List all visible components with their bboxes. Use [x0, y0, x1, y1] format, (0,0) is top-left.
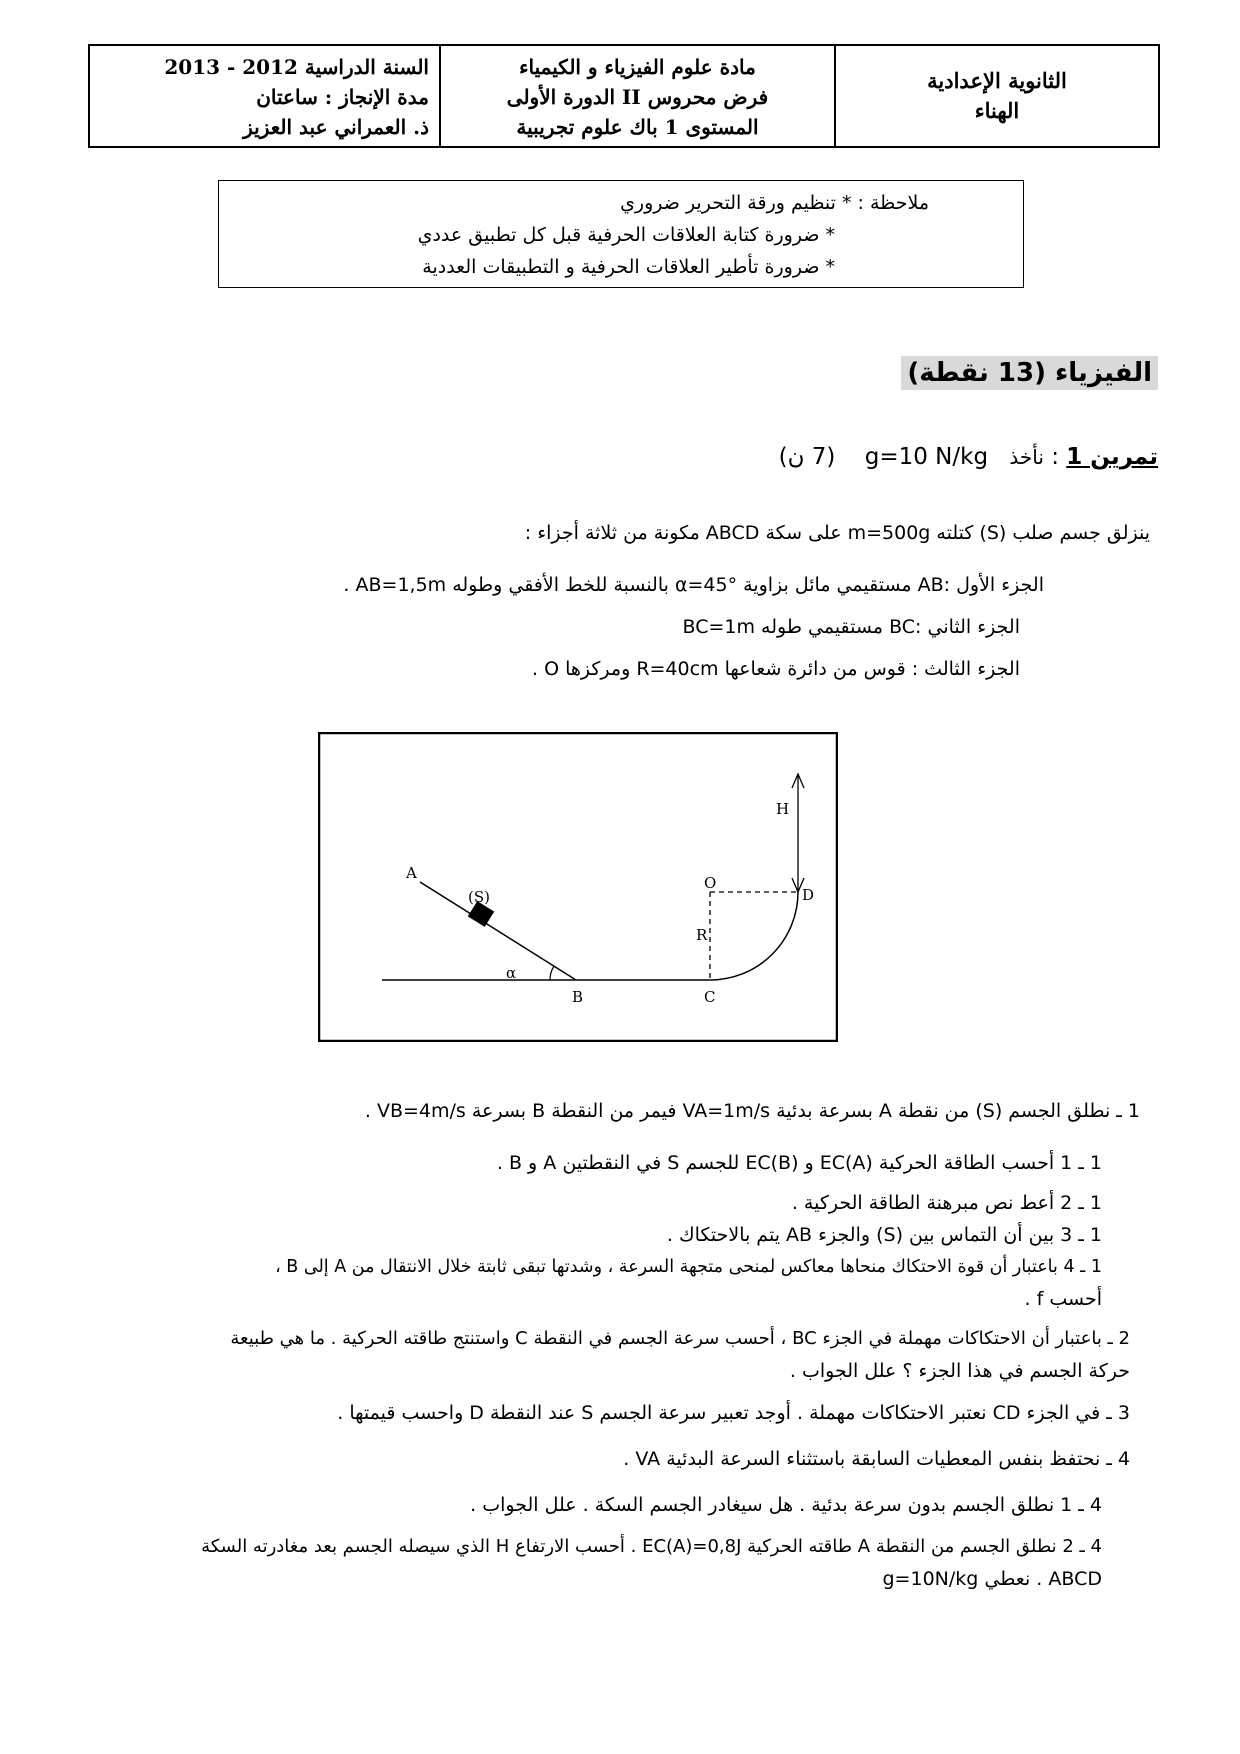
year-line: ذ. العمراني عبد العزيز: [243, 115, 429, 139]
year-line: مدة الإنجاز : ساعتان: [256, 85, 429, 109]
note-line: ملاحظة : * تنظيم ورقة التحرير ضروري: [620, 192, 929, 214]
school-line: الهناء: [974, 98, 1020, 123]
track-figure: [318, 732, 838, 1042]
question-line: 1 ـ 3 بين أن التماس بين (S) والجزء AB يتم بالاحتكاك .: [666, 1224, 1102, 1246]
question-line: 3 ـ في الجزء CD نعتبر الاحتكاكات مهملة . أوجد تعبير سرعة الجسم S عند النقطة D واحسب قيمتها .: [337, 1402, 1130, 1424]
question-line: 1 ـ نطلق الجسم (S) من نقطة A بسرعة بدئية VA=1m/s فيمر من النقطة B بسرعة VB=4m/s .: [364, 1100, 1140, 1122]
track-cd: [710, 892, 798, 980]
note-line: * ضرورة كتابة العلاقات الحرفية قبل كل تطبيق عددي: [417, 224, 835, 246]
note-line: * ضرورة تأطير العلاقات الحرفية و التطبيقات العددية: [422, 256, 835, 278]
school-cell: [836, 46, 1158, 146]
question-line: 1 ـ 1 أحسب الطاقة الحركية EC(A) و EC(B) للجسم S في النقطتين A و B .: [496, 1152, 1102, 1174]
question-line: أحسب f .: [1024, 1288, 1102, 1310]
subject-line: فرض محروس II الدورة الأولى: [506, 85, 769, 109]
exercise-title: تمرين 1: [1066, 444, 1158, 470]
question-line: 1 ـ 4 باعتبار أن قوة الاحتكاك منحاها معاكس لمنحى متجهة السرعة ، وشدتها تبقى ثابتة خلال الانتقال من A إلى B ،: [275, 1257, 1102, 1277]
part-line: الجزء الأول :AB مستقيمي مائل بزاوية α=45° بالنسبة للخط الأفقي وطوله AB=1,5m .: [343, 574, 1044, 596]
question-line: 4 ـ نحتفظ بنفس المعطيات السابقة باستثناء السرعة البدئية VA .: [623, 1448, 1130, 1470]
label-s: (S): [468, 888, 490, 906]
question-line: ABCD . نعطي g=10N/kg: [882, 1568, 1102, 1590]
label-d: D: [802, 886, 815, 904]
label-h: H: [776, 800, 790, 818]
header-table: [88, 44, 1160, 148]
label-a: A: [406, 864, 417, 882]
subject-line: المستوى 1 باك علوم تجريبية: [516, 115, 759, 139]
alpha-arc: [550, 966, 554, 980]
subject-line: مادة علوم الفيزياء و الكيمياء: [519, 55, 756, 79]
note-box: [218, 180, 1024, 288]
year-cell: [90, 46, 443, 146]
section-title: الفيزياء (13 نقطة): [901, 356, 1158, 390]
exercise-header: [779, 444, 1158, 470]
question-line: حركة الجسم في هذا الجزء ؟ علل الجواب .: [789, 1360, 1130, 1382]
question-line: 4 ـ 2 نطلق الجسم من النقطة A طاقته الحركية EC(A)=0,8J . أحسب الارتفاع H الذي سيصله الجسم بعد مغادرته السكة: [201, 1536, 1102, 1557]
exercise-g: g=10 N/kg: [864, 444, 989, 470]
exercise-points: (7 ن): [778, 444, 836, 470]
exercise-take: نأخذ: [1009, 445, 1044, 469]
label-o: O: [704, 874, 717, 892]
question-line: 2 ـ باعتبار أن الاحتكاكات مهملة في الجزء BC ، أحسب سرعة الجسم في النقطة C واستنتج طاقته الحركية . ما هي طبيعة: [230, 1328, 1130, 1349]
intro-text: ينزلق جسم صلب (S) كتلته m=500g على سكة ABCD مكونة من ثلاثة أجزاء :: [524, 522, 1150, 544]
subject-cell: [439, 46, 836, 146]
part-line: الجزء الثاني :BC مستقيمي طوله BC=1m: [682, 616, 1020, 638]
exercise-sep: :: [1043, 444, 1067, 470]
year-line: السنة الدراسية 2012 - 2013: [164, 55, 429, 79]
school-line: الثانوية الإعدادية: [927, 68, 1067, 93]
question-line: 4 ـ 1 نطلق الجسم بدون سرعة بدئية . هل سيغادر الجسم السكة . علل الجواب .: [470, 1494, 1102, 1516]
track-ab: [420, 882, 576, 980]
label-b: B: [572, 988, 584, 1006]
label-r: R: [696, 926, 708, 944]
label-c: C: [704, 988, 716, 1006]
label-alpha: α: [506, 964, 517, 982]
part-line: الجزء الثالث : قوس من دائرة شعاعها R=40cm ومركزها O .: [531, 658, 1020, 680]
question-line: 1 ـ 2 أعط نص مبرهنة الطاقة الحركية .: [791, 1192, 1102, 1214]
